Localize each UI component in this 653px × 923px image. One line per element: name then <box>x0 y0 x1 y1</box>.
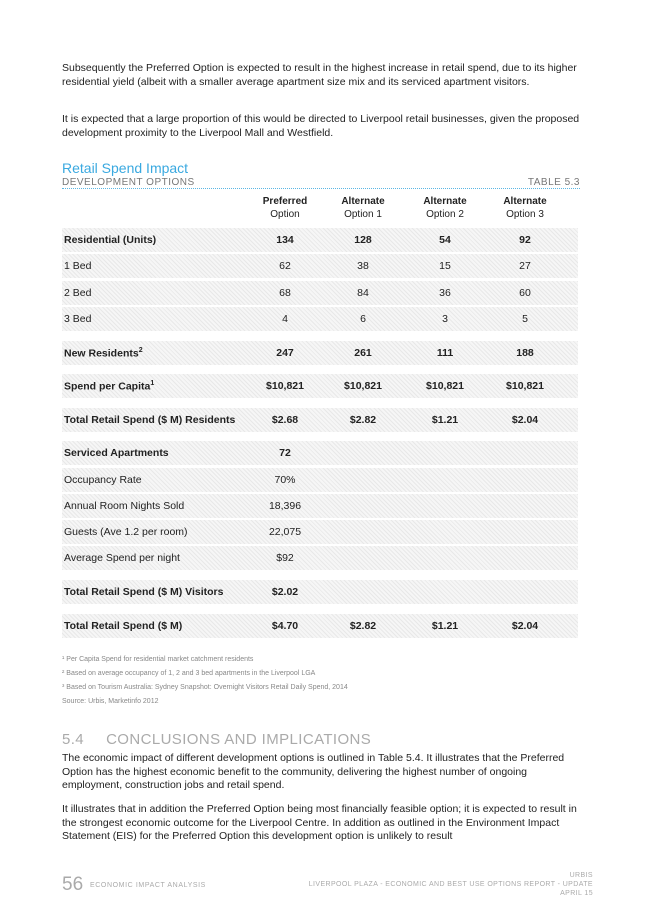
table-row <box>62 441 578 465</box>
row-label <box>64 380 154 393</box>
column-header-alternate-2 <box>410 195 480 221</box>
table-subtitle: DEVELOPMENT OPTIONS <box>62 177 195 188</box>
cell-value: $2.04 <box>511 414 539 426</box>
row-label: Guests (Ave 1.2 per room) <box>64 526 188 538</box>
cell-value: 3 <box>442 313 448 325</box>
cell-value: 62 <box>279 260 291 272</box>
cell-value: 188 <box>516 347 534 359</box>
column-header-alternate-3 <box>490 195 560 221</box>
cell-value: 27 <box>519 260 531 272</box>
table-footnote: ¹ Per Capita Spend for residential market catchment residents <box>62 656 254 663</box>
footer-report-title: LIVERPOOL PLAZA - ECONOMIC AND BEST USE OPTIONS REPORT - UPDATE <box>308 881 593 888</box>
cell-value: $10,821 <box>344 380 382 392</box>
cell-value: $4.70 <box>271 620 299 632</box>
column-header-line1: Alternate <box>341 196 385 207</box>
table-title-divider <box>62 188 580 189</box>
page-section-label: ECONOMIC IMPACT ANALYSIS <box>90 882 206 889</box>
footnote-marker: 1 <box>150 380 155 387</box>
cell-value: 84 <box>357 287 369 299</box>
cell-value: 22,075 <box>268 526 302 538</box>
cell-value: 72 <box>279 447 291 459</box>
row-label: Total Retail Spend ($ M) Visitors <box>64 586 224 598</box>
row-label: Total Retail Spend ($ M) <box>64 620 183 632</box>
column-header-line2: Option 3 <box>506 209 544 220</box>
row-label-text: New Residents <box>64 347 139 360</box>
cell-value: $1.21 <box>431 620 459 632</box>
column-header-alternate-1 <box>328 195 398 221</box>
intro-paragraph-1: Subsequently the Preferred Option is expected to result in the highest increase in retail spend, due to its higher residential yield (albeit with a smaller average apartment size mix and its serviced apartment visitors. <box>62 62 577 88</box>
cell-value: 36 <box>439 287 451 299</box>
cell-value: $10,821 <box>426 380 464 392</box>
cell-value: 92 <box>519 234 531 246</box>
cell-value: $2.04 <box>511 620 539 632</box>
section-paragraph-1: The economic impact of different development options is outlined in Table 5.4. It illustrates that the Preferred Option has the highest economic benefit to the community, delivering the highest number of ongoing employment, construction jobs and retail spend. <box>62 752 565 791</box>
table-row <box>62 254 578 278</box>
cell-value: $2.68 <box>271 414 299 426</box>
column-header-preferred <box>250 195 320 221</box>
row-label: Serviced Apartments <box>64 447 169 459</box>
table-reference: TABLE 5.3 <box>527 177 580 188</box>
section-number: 5.4 <box>62 731 85 748</box>
cell-value: 15 <box>439 260 451 272</box>
cell-value: 261 <box>354 347 372 359</box>
row-label: 2 Bed <box>64 287 92 299</box>
table-row <box>62 341 578 365</box>
cell-value: 70% <box>274 474 296 486</box>
cell-value: $2.02 <box>271 586 299 598</box>
table-title-block <box>62 160 580 188</box>
cell-value: $1.21 <box>431 414 459 426</box>
cell-value: 5 <box>522 313 528 325</box>
cell-value: $10,821 <box>506 380 544 392</box>
footnote-marker: 2 <box>138 347 143 354</box>
table-row <box>62 580 578 604</box>
table-row <box>62 468 578 492</box>
row-label: 1 Bed <box>64 260 92 272</box>
column-header-line1: Alternate <box>423 196 467 207</box>
column-header-line1: Preferred <box>262 196 308 207</box>
cell-value: $92 <box>276 552 294 564</box>
section-title: CONCLUSIONS AND IMPLICATIONS <box>106 731 372 748</box>
cell-value: 134 <box>276 234 294 246</box>
table-row <box>62 228 578 252</box>
cell-value: $10,821 <box>266 380 304 392</box>
table-row <box>62 307 578 331</box>
column-header-line2: Option 2 <box>426 209 464 220</box>
cell-value: 54 <box>439 234 451 246</box>
table-footnote: ² Based on average occupancy of 1, 2 and 3 bed apartments in the Liverpool LGA <box>62 670 316 677</box>
intro-paragraph-2: It is expected that a large proportion of this would be directed to Liverpool retail businesses, given the proposed development proximity to the Liverpool Mall and Westfield. <box>62 113 580 139</box>
table-row <box>62 520 578 544</box>
row-label: Residential (Units) <box>64 234 157 246</box>
cell-value: 68 <box>279 287 291 299</box>
cell-value: 18,396 <box>268 500 302 512</box>
section-heading <box>62 731 371 748</box>
row-label: Occupancy Rate <box>64 474 142 486</box>
cell-value: $2.82 <box>349 620 377 632</box>
table-row <box>62 494 578 518</box>
cell-value: 128 <box>354 234 372 246</box>
footer-company: URBIS <box>569 872 593 879</box>
cell-value: 111 <box>436 347 454 359</box>
column-header-line2: Option <box>270 209 300 220</box>
table-row <box>62 408 578 432</box>
cell-value: 60 <box>519 287 531 299</box>
table-row <box>62 281 578 305</box>
cell-value: 247 <box>276 347 294 359</box>
table-title: Retail Spend Impact <box>62 160 189 176</box>
row-label: Average Spend per night <box>64 552 180 564</box>
column-header-line2: Option 1 <box>344 209 382 220</box>
row-label <box>64 347 143 360</box>
cell-value: 38 <box>357 260 369 272</box>
table-source: Source: Urbis, Marketinfo 2012 <box>62 698 159 705</box>
table-row <box>62 614 578 638</box>
cell-value: 6 <box>360 313 366 325</box>
cell-value: 4 <box>282 313 288 325</box>
row-label-text: Spend per Capita <box>64 380 151 393</box>
cell-value: $2.82 <box>349 414 377 426</box>
table-row <box>62 374 578 398</box>
column-header-line1: Alternate <box>503 196 547 207</box>
page-number: 56 <box>62 874 84 895</box>
table-row <box>62 546 578 570</box>
footer-date: APRIL 15 <box>560 890 593 897</box>
row-label: 3 Bed <box>64 313 92 325</box>
row-label: Annual Room Nights Sold <box>64 500 185 512</box>
row-label: Total Retail Spend ($ M) Residents <box>64 414 236 426</box>
section-paragraph-2: It illustrates that in addition the Preferred Option being most financially feasible option; it is expected to result in the strongest economic outcome for the Liverpool Centre. In addition as outlined in the Environment Impact Statement (EIS) for the Preferred Option this development option is unlikely to result <box>62 803 577 842</box>
table-footnote: ³ Based on Tourism Australia: Sydney Snapshot: Overnight Visitors Retail Daily Spend, 2014 <box>62 684 348 691</box>
